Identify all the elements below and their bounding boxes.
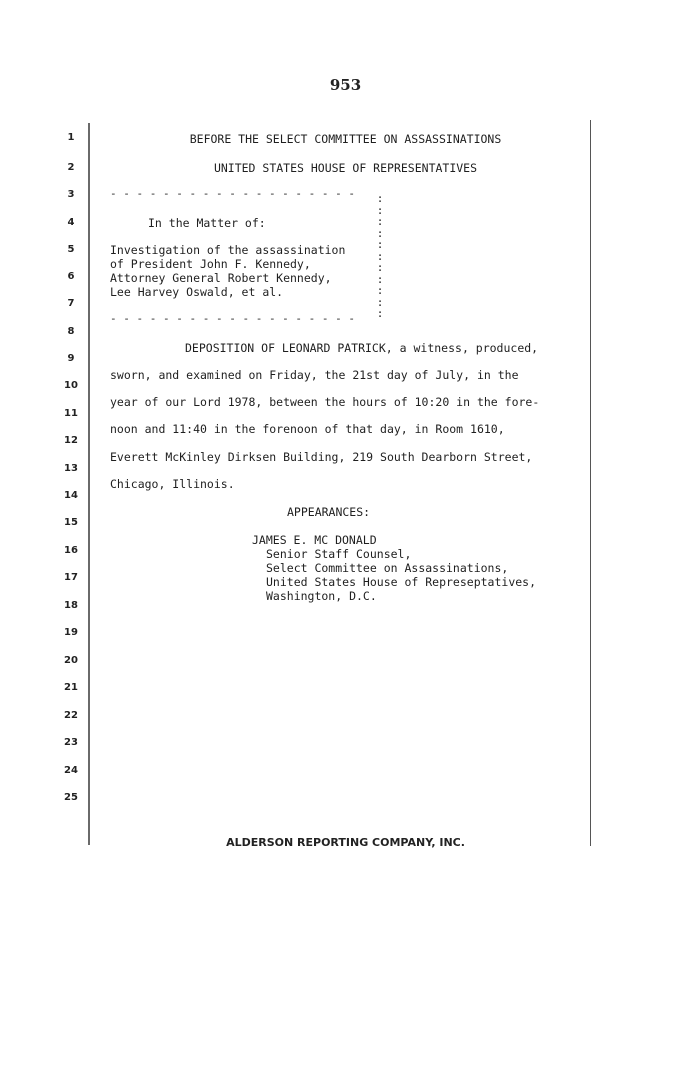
line-number: 5: [67, 244, 75, 255]
right-margin-rule: [590, 120, 591, 846]
caption-line: Investigation of the assassination: [110, 243, 346, 257]
line-number: 2: [67, 162, 75, 173]
body-line: year of our Lord 1978, between the hours of 10:20 in the fore-: [110, 395, 540, 409]
line-number: 18: [64, 600, 78, 611]
caption-matter: In the Matter of:: [148, 216, 266, 230]
line-number: 1: [67, 132, 75, 143]
line-number: 20: [64, 655, 78, 666]
appearances-heading: APPEARANCES:: [287, 505, 371, 519]
caption-colon-column: : : : : : : : : : : :: [376, 192, 384, 320]
caption-dash-line-bottom: - - - - - - - - - - - - - - - - - - -: [110, 312, 356, 325]
caption-dash-line-top: - - - - - - - - - - - - - - - - - - -: [110, 187, 356, 200]
line-number: 24: [64, 765, 78, 776]
line-number: 7: [67, 298, 75, 309]
line-number: 25: [64, 792, 78, 803]
body-line: Everett McKinley Dirksen Building, 219 South Dearborn Street,: [110, 450, 533, 464]
header-committee: BEFORE THE SELECT COMMITTEE ON ASSASSINATIONS: [189, 132, 502, 146]
line-number: 14: [64, 490, 78, 501]
line-number: 19: [64, 627, 78, 638]
body-line: DEPOSITION OF LEONARD PATRICK, a witness, produced,: [185, 341, 539, 355]
line-number: 4: [67, 217, 75, 228]
line-number: 16: [64, 545, 78, 556]
body-line: noon and 11:40 in the forenoon of that day, in Room 1610,: [110, 422, 505, 436]
line-number: 17: [64, 572, 78, 583]
appearance-detail: Select Committee on Assassinations,: [266, 561, 509, 575]
appearance-detail: Senior Staff Counsel,: [266, 547, 412, 561]
caption-line: of President John F. Kennedy,: [110, 257, 311, 271]
header-house: UNITED STATES HOUSE OF REPRESENTATIVES: [213, 161, 478, 175]
appearance-detail: United States House of Represeptatives,: [266, 575, 537, 589]
footer-reporting-company: ALDERSON REPORTING COMPANY, INC.: [226, 836, 465, 849]
body-line: sworn, and examined on Friday, the 21st day of July, in the: [110, 368, 519, 382]
line-number: 3: [67, 189, 75, 200]
line-number: 8: [67, 326, 75, 337]
line-number: 13: [64, 463, 78, 474]
line-number: 23: [64, 737, 78, 748]
page-number: 953: [329, 76, 362, 94]
appearance-name: JAMES E. MC DONALD: [252, 533, 377, 547]
body-line: Chicago, Illinois.: [110, 477, 235, 491]
line-number: 15: [64, 517, 78, 528]
caption-line: Lee Harvey Oswald, et al.: [110, 285, 284, 299]
line-number: 22: [64, 710, 78, 721]
caption-line: Attorney General Robert Kennedy,: [110, 271, 332, 285]
left-margin-rule: [88, 123, 90, 845]
appearance-detail: Washington, D.C.: [266, 589, 377, 603]
line-number: 11: [64, 408, 78, 419]
line-number: 12: [64, 435, 78, 446]
line-number: 9: [67, 353, 75, 364]
line-number: 10: [64, 380, 78, 391]
line-number: 21: [64, 682, 78, 693]
line-number: 6: [67, 271, 75, 282]
